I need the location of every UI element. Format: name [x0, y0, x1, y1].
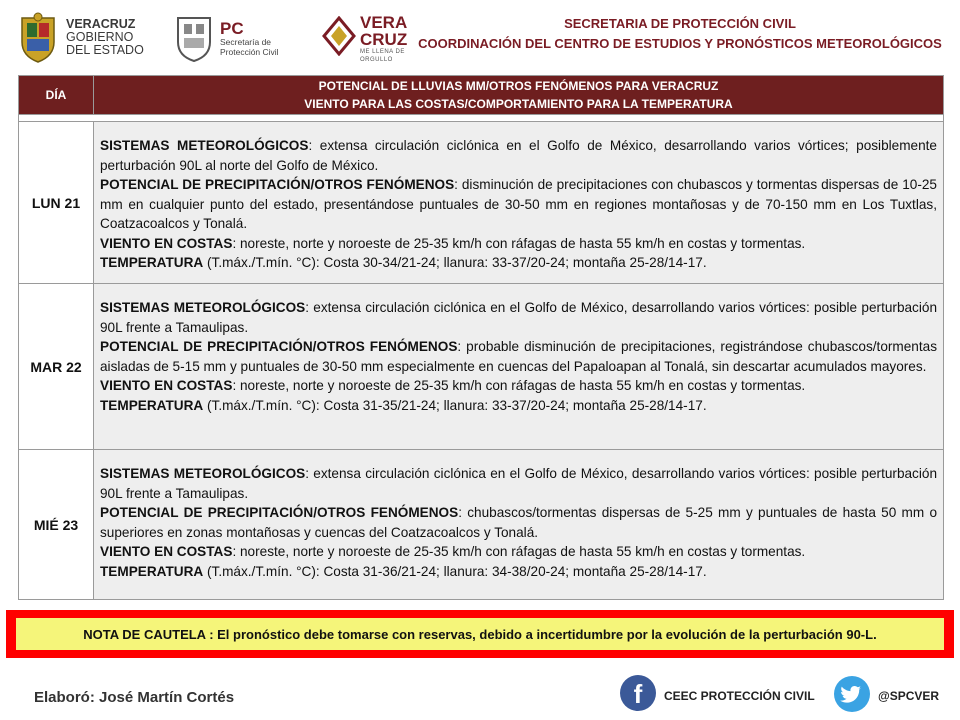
pc-logo-text	[220, 20, 279, 57]
sistemas-paragraph	[100, 298, 937, 337]
pc-acronym: PC	[220, 19, 244, 38]
viento-paragraph	[100, 376, 937, 396]
sistemas-label: SISTEMAS METEOROLÓGICOS	[100, 466, 306, 481]
pc-logo-line1: Secretaría de	[220, 37, 272, 47]
viento-text: : noreste, norte y noroeste de 25-35 km/h con ráfagas de hasta 55 km/h en costas y tormentas.	[232, 544, 806, 559]
facebook-link[interactable]: CEEC PROTECCIÓN CIVIL	[664, 689, 815, 703]
sistemas-text: : extensa circulación ciclónica en el Golfo de México, desarrollando varios vórtices: posible perturbación 90L frente a Tamaulipas.	[100, 466, 937, 501]
caution-note-text: NOTA DE CAUTELA : El pronóstico debe tomarse con reservas, debido a incertidumbre por la evolución de la perturbación 90-L.	[16, 618, 944, 650]
precip-label: POTENCIAL DE PRECIPITACIÓN/OTROS FENÓMENOS	[100, 177, 455, 192]
twitter-link[interactable]: @SPCVER	[878, 689, 940, 703]
forecast-table	[18, 75, 944, 600]
viento-paragraph	[100, 234, 937, 254]
state-seal-icon	[18, 12, 58, 64]
gov-logo-line2: GOBIERNO	[66, 30, 134, 44]
heading-line2: COORDINACIÓN DEL CENTRO DE ESTUDIOS Y PRONÓSTICOS METEOROLÓGICOS	[418, 36, 942, 51]
sistemas-paragraph	[100, 464, 937, 503]
col-header-desc-line2: VIENTO PARA LAS COSTAS/COMPORTAMIENTO PARA LA TEMPERATURA	[304, 97, 733, 111]
twitter-bird-glyph	[834, 676, 870, 712]
forecast-cell	[94, 122, 944, 284]
document-heading	[410, 14, 950, 54]
day-cell: MIÉ 23	[19, 450, 94, 600]
precip-text: : chubascos/tormentas dispersas de 5-25 mm y puntuales de hasta 50 mm o superiores en zonas montañosas y cuencas del Coatzacoalcos y Tonalá.	[100, 505, 938, 540]
pc-seal-icon	[174, 14, 214, 62]
col-header-description	[94, 76, 944, 115]
author-credit: Elaboró: José Martín Cortés	[34, 689, 235, 706]
gov-logo-line3: DEL ESTADO	[66, 43, 144, 57]
forecast-cell	[94, 284, 944, 450]
viento-text: : noreste, norte y noroeste de 25-35 km/h con ráfagas de hasta 55 km/h en costas y tormentas.	[232, 378, 806, 393]
veracruz-brand-logo	[322, 8, 422, 68]
precip-text: : probable disminución de precipitaciones, registrándose chubascos/tormentas aisladas de 5-15 mm y puntuales de 30-50 mm especialmente en cuencas del Papaloapan al Tonalá, sin descartar acumulados mayores.	[100, 339, 937, 374]
temp-label: TEMPERATURA	[100, 397, 204, 413]
forecast-cell	[94, 450, 944, 600]
gov-logo-text	[66, 18, 144, 57]
table-header-row	[19, 76, 944, 115]
precip-label: POTENCIAL DE PRECIPITACIÓN/OTROS FENÓMENOS	[100, 505, 459, 520]
day-cell: MAR 22	[19, 284, 94, 450]
sistemas-text: : extensa circulación ciclónica en el Golfo de México, desarrollando varios vórtices: posible perturbación 90L frente a Tamaulipas.	[100, 300, 937, 335]
table-row	[19, 284, 944, 450]
table-row	[19, 450, 944, 600]
sistemas-paragraph	[100, 136, 937, 175]
precip-paragraph	[100, 175, 937, 234]
col-header-desc-line1: POTENCIAL DE LLUVIAS MM/OTROS FENÓMENOS PARA VERACRUZ	[318, 79, 719, 93]
twitter-icon[interactable]	[834, 676, 870, 712]
precip-paragraph	[100, 337, 937, 376]
veracruz-logo-line2: CRUZ	[360, 30, 408, 49]
proteccion-civil-logo	[174, 8, 314, 68]
precip-label: POTENCIAL DE PRECIPITACIÓN/OTROS FENÓMENOS	[100, 339, 458, 354]
veracruz-logo-line1: VERA	[360, 13, 408, 32]
sistemas-label: SISTEMAS METEOROLÓGICOS	[100, 300, 306, 315]
spacer	[19, 115, 944, 122]
viento-label: VIENTO EN COSTAS	[100, 235, 233, 251]
temp-label: TEMPERATURA	[100, 255, 204, 270]
viento-text: : noreste, norte y noroeste de 25-35 km/h con ráfagas de hasta 55 km/h en costas y tormentas.	[232, 235, 806, 251]
veracruz-logo-tagline: ME LLENA DE ORGULLO	[360, 49, 405, 63]
temp-text: (T.máx./T.mín. °C): Costa 31-36/21-24; llanura: 34-38/20-24; montaña 25-28/14-17.	[203, 563, 707, 579]
day-cell: LUN 21	[19, 122, 94, 284]
veracruz-pattern-icon	[322, 16, 356, 56]
temp-text: (T.máx./T.mín. °C): Costa 31-35/21-24; llanura: 33-37/20-24; montaña 25-28/14-17.	[203, 397, 707, 413]
precip-paragraph	[100, 503, 937, 542]
caution-note	[6, 610, 954, 658]
temp-text: (T.máx./T.mín. °C): Costa 30-34/21-24; llanura: 33-37/20-24; montaña 25-28/14-17.	[203, 255, 707, 270]
sistemas-label: SISTEMAS METEOROLÓGICOS	[100, 138, 309, 153]
viento-paragraph	[100, 542, 937, 562]
temp-paragraph	[100, 396, 937, 416]
heading-line1: SECRETARIA DE PROTECCIÓN CIVIL	[564, 16, 796, 31]
gov-logo-line1: VERACRUZ	[66, 17, 136, 31]
viento-label: VIENTO EN COSTAS	[100, 378, 233, 393]
veracruz-government-logo	[14, 8, 164, 68]
facebook-icon[interactable]: f	[620, 675, 656, 711]
temp-label: TEMPERATURA	[100, 563, 204, 579]
col-header-day: DÍA	[19, 76, 94, 115]
temp-paragraph	[100, 562, 937, 582]
precip-text: : disminución de precipitaciones con chubascos y tormentas dispersas de 10-25 mm en cualquier punto del estado, presentándose puntuales de 30-50 mm en regiones montañosas y de 70-150 mm en Los Tuxtlas, Coatzacoalcos y Tonalá.	[100, 177, 937, 231]
sistemas-text: : extensa circulación ciclónica en el Golfo de México, desarrollando varios vórtices; posiblemente perturbación 90L al norte del Golfo de México.	[100, 138, 937, 173]
pc-logo-line2: Protección Civil	[220, 47, 279, 57]
temp-paragraph	[100, 253, 937, 273]
viento-label: VIENTO EN COSTAS	[100, 544, 233, 559]
table-row	[19, 122, 944, 284]
